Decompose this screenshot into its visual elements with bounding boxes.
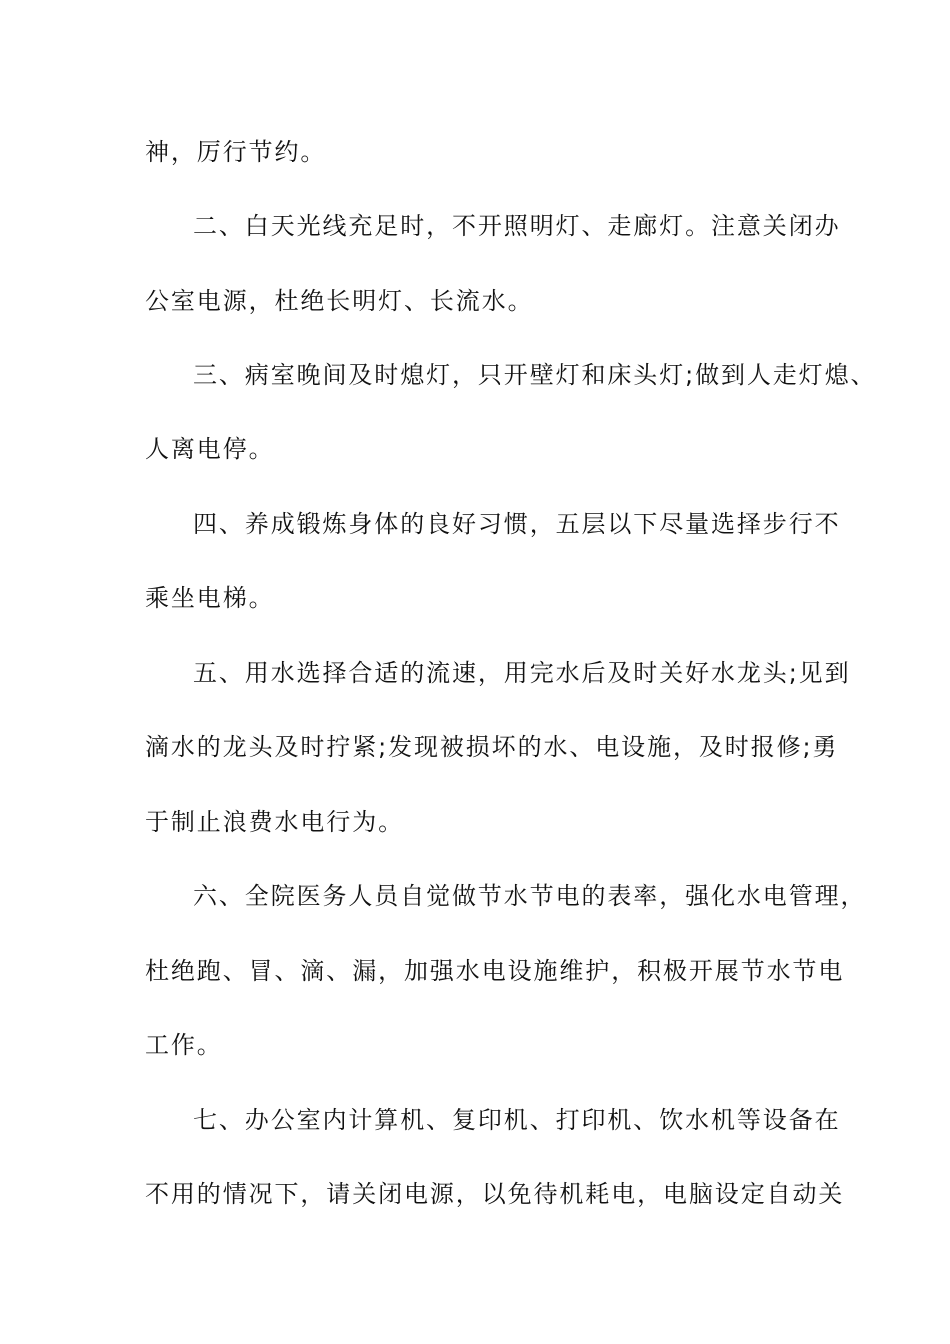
- paragraph-line: 于制止浪费水电行为。: [145, 808, 404, 836]
- paragraph-line: 四、养成锻炼身体的良好习惯，五层以下尽量选择步行不: [193, 510, 841, 538]
- paragraph-line: 工作。: [145, 1031, 223, 1059]
- paragraph-line: 七、办公室内计算机、复印机、打印机、饮水机等设备在: [193, 1106, 841, 1134]
- paragraph-line: 二、白天光线充足时，不开照明灯、走廊灯。注意关闭办: [193, 212, 841, 240]
- paragraph-line: 公室电源，杜绝长明灯、长流水。: [145, 287, 534, 315]
- paragraph-line: 杜绝跑、冒、滴、漏，加强水电设施维护，积极开展节水节电: [145, 957, 845, 985]
- paragraph-line: 乘坐电梯。: [145, 584, 275, 612]
- paragraph-line: 不用的情况下，请关闭电源，以免待机耗电，电脑设定自动关: [145, 1180, 845, 1208]
- paragraph-line: 五、用水选择合适的流速，用完水后及时关好水龙头;见到: [193, 659, 851, 687]
- paragraph-line: 六、全院医务人员自觉做节水节电的表率，强化水电管理，: [193, 882, 867, 910]
- paragraph-line: 滴水的龙头及时拧紧;发现被损坏的水、电设施，及时报修;勇: [145, 733, 839, 761]
- paragraph-line: 三、病室晚间及时熄灯，只开壁灯和床头灯;做到人走灯熄、: [193, 361, 877, 389]
- paragraph-line: 人离电停。: [145, 435, 275, 463]
- paragraph-line: 神，厉行节约。: [145, 138, 327, 166]
